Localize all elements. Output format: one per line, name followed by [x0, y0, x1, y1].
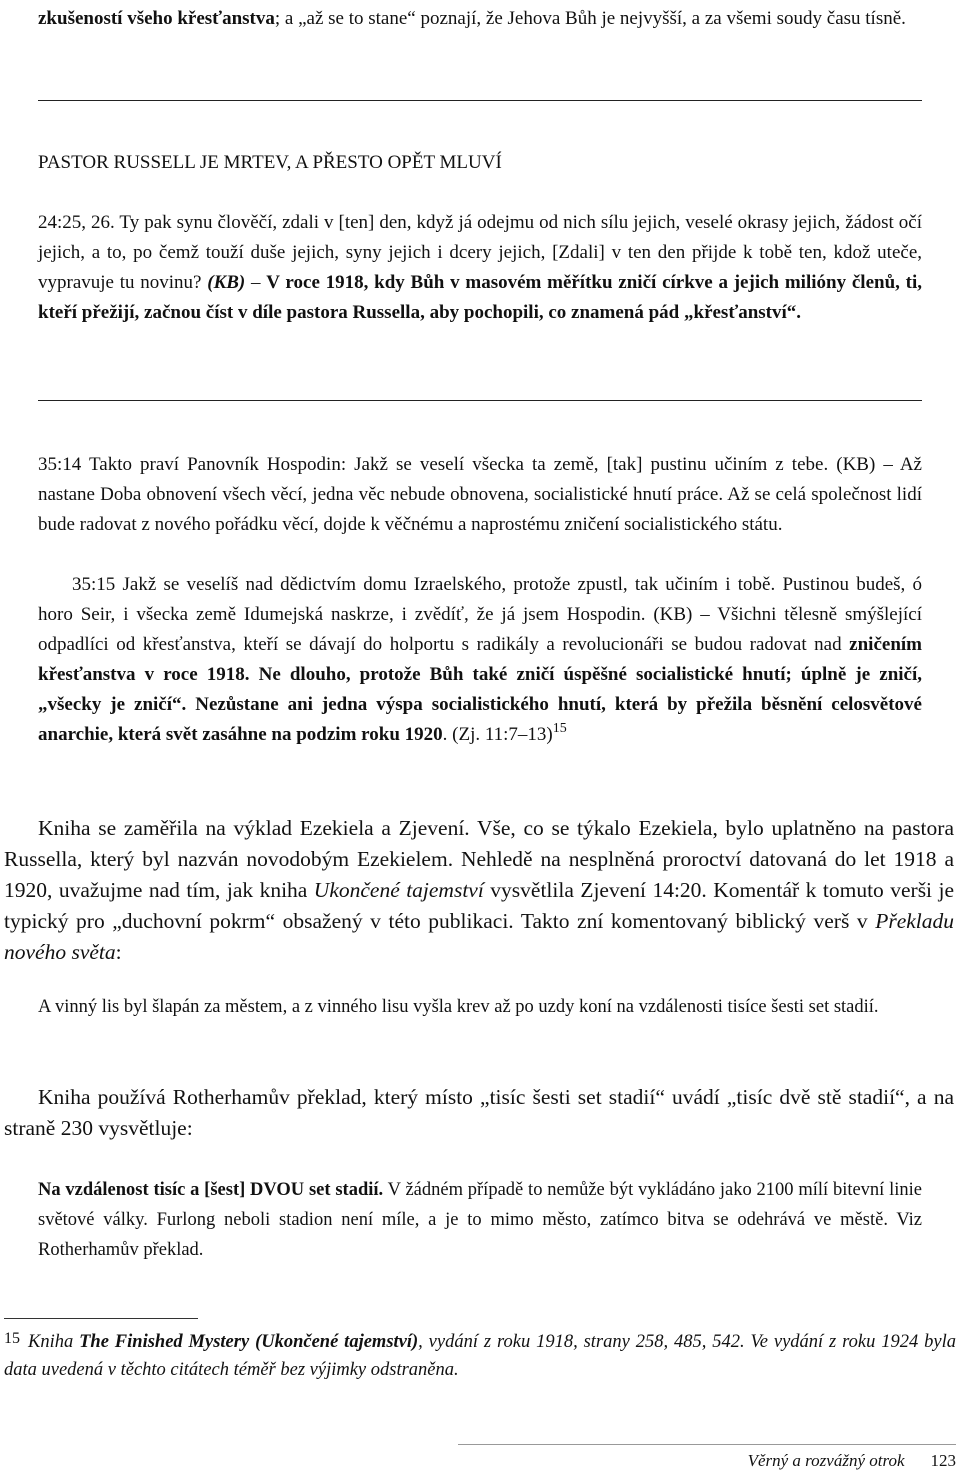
footnote-number: 15	[4, 1330, 20, 1347]
paragraph-1-italic1: Ukončené tajemství	[313, 878, 484, 902]
footnote-ref-15[interactable]: 15	[552, 721, 567, 736]
quote-rotherham-text: V žádném případě to nemůže být vykládáno jako 2100 mílí bitevní linie světové války. Furlong neboli stadion není míle, a je to mimo město, zatímco bitva se odehrává ve městě. Viz Rotherhamův překlad.	[38, 1180, 923, 1260]
top-quote-text: ; a „až se to stane“ poznají, že Jehova Bůh je nejvyšší, a za všemi soudy času tísně.	[274, 8, 906, 29]
paragraph-1-italic2: Překladu nového světa	[4, 909, 954, 964]
quote-rotherham	[38, 1175, 922, 1265]
paragraph-1-text1: Kniha se zaměřila na výklad Ezekiela a Zjevení. Vše, co se týkalo Ezekiela, bylo uplatněno na pastora Russella, který byl nazván novodobým Ezekielem. Nehledě na nesplněná proroctví datovaná do let 1918 a 1920, uvažujme nad tím, jak kniha	[4, 816, 954, 902]
verse-35-15	[38, 570, 922, 750]
verse-24-block	[38, 208, 922, 328]
paragraph-1	[4, 813, 954, 968]
top-quote-bold: zkušeností všeho křesťanstva	[38, 8, 275, 29]
verse-35-15-text: 35:15 Jakž se veselíš nad dědictvím domu Izraelského, protože zpustl, tak učiním i tobě. Pustinou budeš, ó horo Seir, i všecka země Idumejská naskrze, i zvědíť, že já jsem Hospodin. (KB) – Všichni tělesně smýšlející odpadlíci od křesťanstva, kteří se dávají do holportu s radikály a revolucionáři se budou radovat nad	[38, 574, 922, 655]
verse-24-kb: (KB)	[207, 272, 246, 293]
top-quote	[38, 4, 922, 34]
verse-24-dash: –	[245, 272, 267, 293]
quote-nwt: A vinný lis byl šlapán za městem, a z vinného lisu vyšla krev až po uzdy koní na vzdálenosti tisíce šesti set stadií.	[38, 997, 879, 1017]
footnote-15	[4, 1325, 956, 1384]
divider-2	[38, 400, 922, 401]
footnote-text1: Kniha	[28, 1332, 80, 1352]
page-footer	[748, 1450, 956, 1472]
page-number: 123	[930, 1451, 956, 1470]
paragraph-1-text2: vysvětlila Zjevení 14:20. Komentář k tomuto verši je typický pro „duchovní pokrm“ obsažený v této publikaci. Takto zní komentovaný biblický verš v	[4, 878, 955, 933]
verse-24-text: Ty pak synu člověčí, zdali v [ten] den, když já odejmu od nich sílu jejich, veselé okrasy jejich, žádost očí jejich, a to, po čemž touží duše jejich, syny jejich i dcery jejich, [Zdali] v ten den přijde k tobě ten, kdož uteče, vypravuje tu novinu?	[38, 212, 922, 293]
verse-24-ref: 24:25, 26.	[38, 212, 115, 233]
verse-35-14: 35:14 Takto praví Panovník Hospodin: Jakž se veselí všecka ta země, [tak] pustinu učiním z tebe. (KB) – Až nastane Doba obnovení všech věcí, jedna věc nebude obnovena, socialistické hnutí práce. Až se celá společnost lidí bude radovat z nového pořádku věcí, dojde k věčnému a naprostému zničení socialistického státu.	[38, 454, 922, 535]
section-heading: PASTOR RUSSELL JE MRTEV, A PŘESTO OPĚT MLUVÍ	[38, 152, 502, 173]
footnote-book-title: The Finished Mystery (Ukončené tajemství)	[79, 1332, 419, 1352]
verse-24-commentary: V roce 1918, kdy Bůh v masovém měřítku zničí církve a jejich milióny členů, ti, kteří přežijí, začnou číst v díle pastora Russella, aby pochopili, co znamená pád „křesťanství“.	[38, 272, 922, 323]
footnote-rule	[4, 1318, 198, 1319]
verse-35-15-bold: zničením křesťanstva v roce 1918. Ne dlouho, protože Bůh také zničí úspěšné socialistické hnutí; úplně je zničí, „všecky je zničí“. Nezůstane ani jedna výspa socialistického hnutí, která by přežila běsnění celosvětové anarchie, která svět zasáhne na podzim roku 1920	[38, 634, 922, 745]
paragraph-2: Kniha používá Rotherhamův překlad, který místo „tisíc šesti set stadií“ uvádí „tisíc dvě stě stadií“, a na straně 230 vysvětluje:	[4, 1085, 954, 1140]
quote-rotherham-bold: Na vzdálenost tisíc a [šest] DVOU set stadií.	[38, 1180, 384, 1200]
verse-35-15-tail: . (Zj. 11:7–13)	[442, 724, 553, 745]
footer-book-title: Věrný a rozvážný otrok	[747, 1451, 905, 1470]
divider-1	[38, 100, 922, 101]
footnote-text2: , vydání z roku 1918, strany 258, 485, 542. Ve vydání z roku 1924 byla data uvedená v těchto citátech téměř bez výjimky odstraněna.	[4, 1332, 956, 1380]
paragraph-1-text3: :	[115, 940, 122, 964]
footer-rule	[458, 1444, 956, 1445]
